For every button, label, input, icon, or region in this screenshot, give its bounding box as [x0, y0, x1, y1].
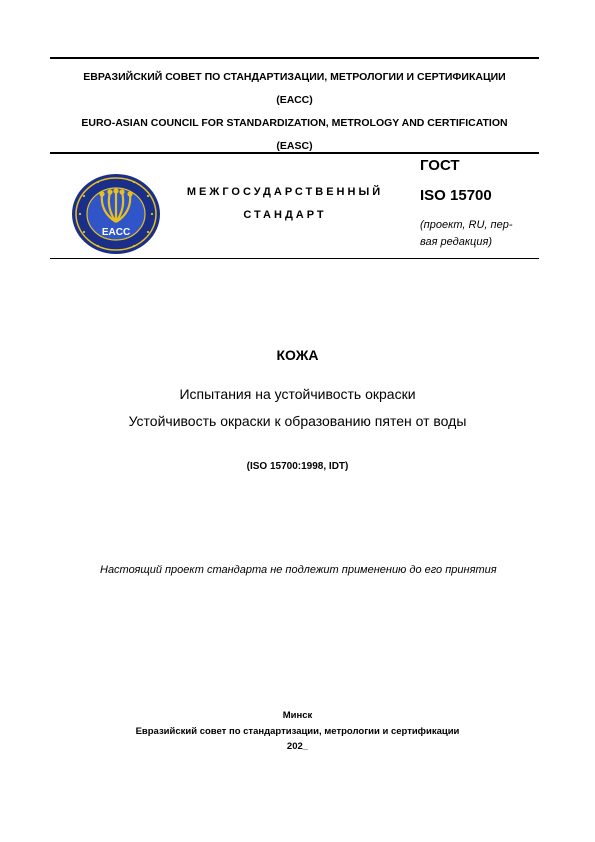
document-subtitle-1: Испытания на устойчивость окраски [179, 386, 416, 402]
council-name-ru: ЕВРАЗИЙСКИЙ СОВЕТ ПО СТАНДАРТИЗАЦИИ, МЕТРОЛОГИИ И СЕРТИФИКАЦИИ [83, 71, 506, 83]
council-name-en: EURO-ASIAN COUNCIL FOR STANDARDIZATION, METROLOGY AND CERTIFICATION [81, 117, 508, 129]
section-rule [50, 258, 539, 259]
gost-label: ГОСТ [420, 157, 460, 174]
standard-line-1: МЕЖГОСУДАРСТВЕННЫЙ [186, 186, 384, 198]
footer-year: 202_ [286, 741, 309, 752]
footer-publisher: Евразийский совет по стандартизации, метрологии и сертификации [135, 726, 460, 737]
top-rule [50, 57, 539, 59]
standard-number: ISO 15700 [420, 187, 492, 204]
footer-city: Минск [282, 710, 313, 721]
document-subtitle-2: Устойчивость окраски к образованию пятен от воды [128, 413, 467, 429]
iso-reference: (ISO 15700:1998, IDT) [246, 461, 349, 472]
standard-line-2: СТАНДАРТ [243, 209, 327, 221]
easc-emblem-icon [70, 172, 162, 256]
designation-block [420, 157, 540, 251]
draft-note [420, 217, 540, 251]
draft-note-line-2: вая редакция) [420, 236, 492, 248]
council-header [50, 66, 539, 158]
document-title: КОЖА [276, 347, 319, 363]
council-abbr-ru: (ЕАСС) [276, 94, 313, 106]
emblem-text: EACC [101, 227, 131, 238]
council-abbr-en: (EASC) [276, 140, 313, 152]
header-rule [50, 152, 539, 154]
interstate-standard-label [165, 181, 405, 227]
draft-note-line-1: (проект, RU, пер- [420, 219, 513, 231]
draft-notice: Настоящий проект стандарта не подлежит применению до его принятия [100, 564, 497, 576]
